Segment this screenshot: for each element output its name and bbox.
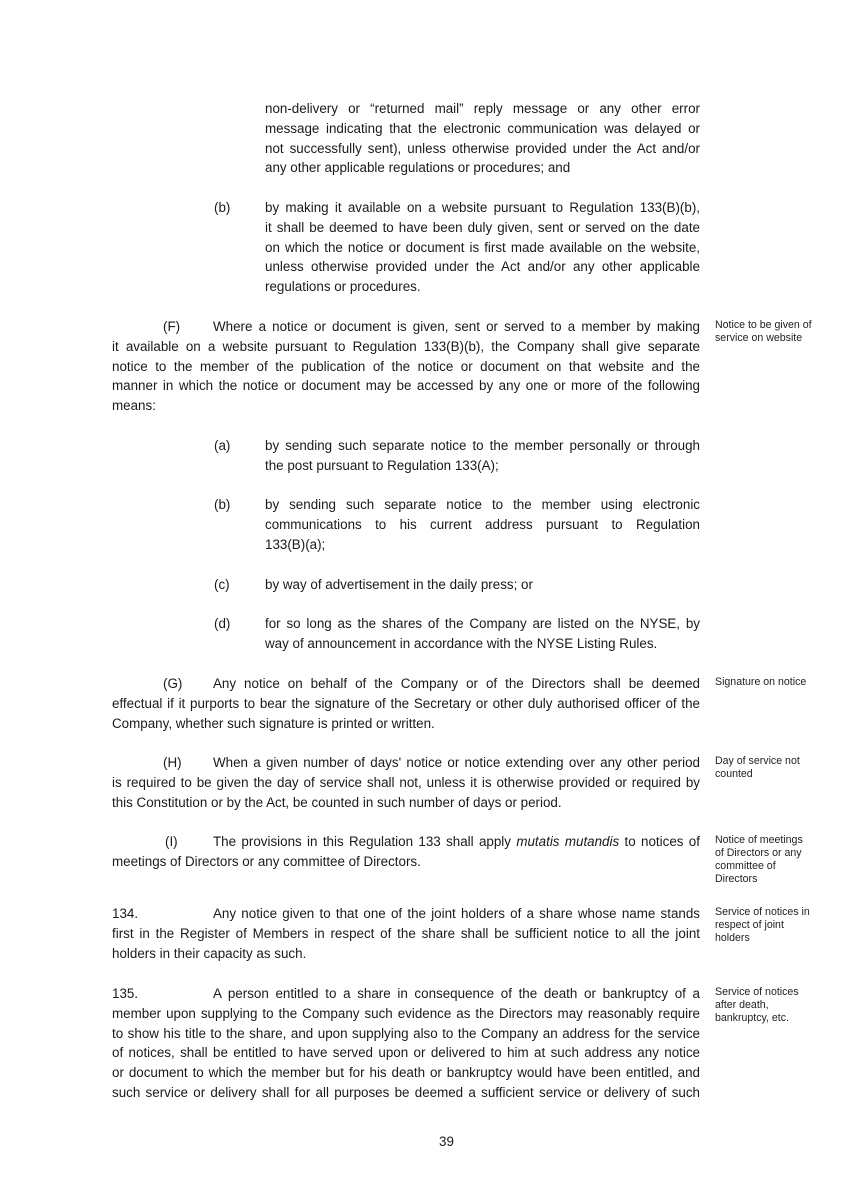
item-label: (c): [214, 577, 230, 592]
margin-note-H: [715, 755, 830, 781]
text-line: message indicating that the electronic communication was delayed or: [265, 120, 700, 136]
text-line: member upon supplying to the Company such evidence as the Directors may reasonably require: [112, 1005, 700, 1021]
item-a-paragraph: [265, 436, 700, 476]
margin-note-line: after death,: [715, 999, 769, 1011]
text-line: to show his title to the share, and upon supplying also to the Company an address for the service: [112, 1025, 700, 1041]
item-label: (a): [214, 438, 231, 453]
text-line: not successfully sent), unless otherwise provided under the Act and/or: [265, 140, 700, 156]
margin-note-line: bankruptcy, etc.: [715, 1012, 789, 1024]
text-line: A person entitled to a share in consequence of the death or bankruptcy of a: [213, 986, 700, 1001]
regulation-135-paragraph: [112, 984, 700, 1103]
clause-F-paragraph: [112, 317, 700, 416]
margin-note-line: Notice to be given of: [715, 319, 812, 331]
margin-note-line: Service of notices: [715, 986, 799, 998]
text-line: first in the Register of Members in respect of the share shall be sufficient notice to all the joint: [112, 925, 700, 941]
clause-label-G: (G): [163, 676, 183, 691]
text-line: [213, 832, 700, 852]
clause-H-paragraph: [112, 753, 700, 812]
clause-I-paragraph: [112, 832, 700, 872]
margin-note-line: Day of service not: [715, 755, 800, 767]
text-line: 133(B)(a);: [265, 536, 326, 552]
margin-note-line: Notice of meetings: [715, 834, 803, 846]
italic-text: mutatis mutandis: [516, 834, 620, 849]
page-number: 39: [439, 1134, 454, 1149]
text-line: such service or delivery shall for all purposes be deemed a sufficient service or delivery of such: [112, 1084, 700, 1100]
item-label: (d): [214, 616, 231, 631]
text-line: the post pursuant to Regulation 133(A);: [265, 457, 499, 473]
margin-note-line: holders: [715, 932, 750, 944]
text-line: Company, whether such signature is printed or written.: [112, 715, 435, 731]
margin-note-F: [715, 319, 830, 345]
margin-note-134: [715, 906, 830, 945]
text-run: The provisions in this Regulation 133 shall apply: [213, 834, 517, 849]
text-line: holders in their capacity as such.: [112, 945, 307, 961]
text-line: by way of advertisement in the daily press; or: [265, 577, 533, 592]
margin-note-I: [715, 834, 830, 886]
clause-label-I: (I): [165, 834, 178, 849]
text-line: is required to be given the day of service shall not, unless it is otherwise provided or required by: [112, 774, 700, 790]
continuation-paragraph: [265, 99, 700, 178]
text-line: this Constitution or by the Act, be counted in such number of days or period.: [112, 794, 562, 810]
margin-note-line: Directors: [715, 873, 758, 885]
text-line: Where a notice or document is given, sent or served to a member by making: [213, 319, 700, 334]
item-d-paragraph: [265, 614, 700, 654]
text-line: Any notice on behalf of the Company or of the Directors shall be deemed: [213, 676, 700, 691]
regulation-134-paragraph: [112, 904, 700, 963]
clause-G-paragraph: [112, 674, 700, 733]
item-b-paragraph: [265, 198, 700, 297]
margin-note-line: service on website: [715, 332, 803, 344]
margin-note-line: respect of joint: [715, 919, 784, 931]
clause-label-F: (F): [163, 319, 181, 334]
clause-label-H: (H): [163, 755, 182, 770]
text-line: notice to the member of the publication of the notice or document on that website and the: [112, 358, 700, 374]
item-label: (b): [214, 200, 231, 215]
margin-note-135: [715, 986, 830, 1025]
text-line: Any notice given to that one of the joint holders of a share whose name stands: [213, 906, 700, 921]
text-line: regulations or procedures.: [265, 279, 421, 295]
margin-note-line: committee of: [715, 860, 776, 872]
margin-note-G: [715, 676, 830, 689]
margin-note-line: counted: [715, 768, 753, 780]
item-b-paragraph: [265, 495, 700, 554]
margin-note-line: of Directors or any: [715, 847, 802, 859]
text-line: effectual if it purports to bear the signature of the Secretary or other duly authorised officer of the: [112, 695, 700, 711]
text-line: it shall be deemed to have been duly given, sent or served on the date: [265, 219, 700, 235]
text-line: by sending such separate notice to the member personally or through: [265, 438, 700, 453]
regulation-number-135: 135.: [112, 986, 139, 1001]
regulation-number-134: 134.: [112, 906, 139, 921]
text-line: non-delivery or “returned mail” reply message or any other error: [265, 101, 700, 116]
text-line: means:: [112, 398, 156, 414]
margin-note-line: Service of notices in: [715, 906, 810, 918]
margin-note-line: Signature on notice: [715, 676, 807, 688]
text-line: meetings of Directors or any committee of Directors.: [112, 853, 421, 869]
item-label: (b): [214, 497, 231, 512]
text-line: way of announcement in accordance with the NYSE Listing Rules.: [265, 635, 658, 651]
text-line: of notices, shall be entitled to have served upon or delivered to him at such address any notice: [112, 1045, 700, 1061]
text-line: unless otherwise provided under the Act and/or any other applicable: [265, 259, 700, 275]
item-c-paragraph: [265, 575, 700, 595]
text-line: manner in which the notice or document may be accessed by any one or more of the following: [112, 378, 700, 394]
text-line: any other applicable regulations or procedures; and: [265, 160, 571, 176]
text-line: by making it available on a website pursuant to Regulation 133(B)(b),: [265, 200, 700, 215]
text-line: When a given number of days' notice or notice extending over any other period: [213, 755, 700, 770]
text-line: or document to which the member but for his death or bankruptcy would have been entitled, and: [112, 1065, 700, 1081]
text-run: to notices of: [619, 834, 700, 849]
text-line: communications to his current address pursuant to Regulation: [265, 516, 700, 532]
text-line: by sending such separate notice to the member using electronic: [265, 497, 700, 512]
text-line: on which the notice or document is first made available on the website,: [265, 239, 700, 255]
text-line: it available on a website pursuant to Regulation 133(B)(b), the Company shall give separate: [112, 338, 700, 354]
text-line: for so long as the shares of the Company are listed on the NYSE, by: [265, 616, 700, 631]
